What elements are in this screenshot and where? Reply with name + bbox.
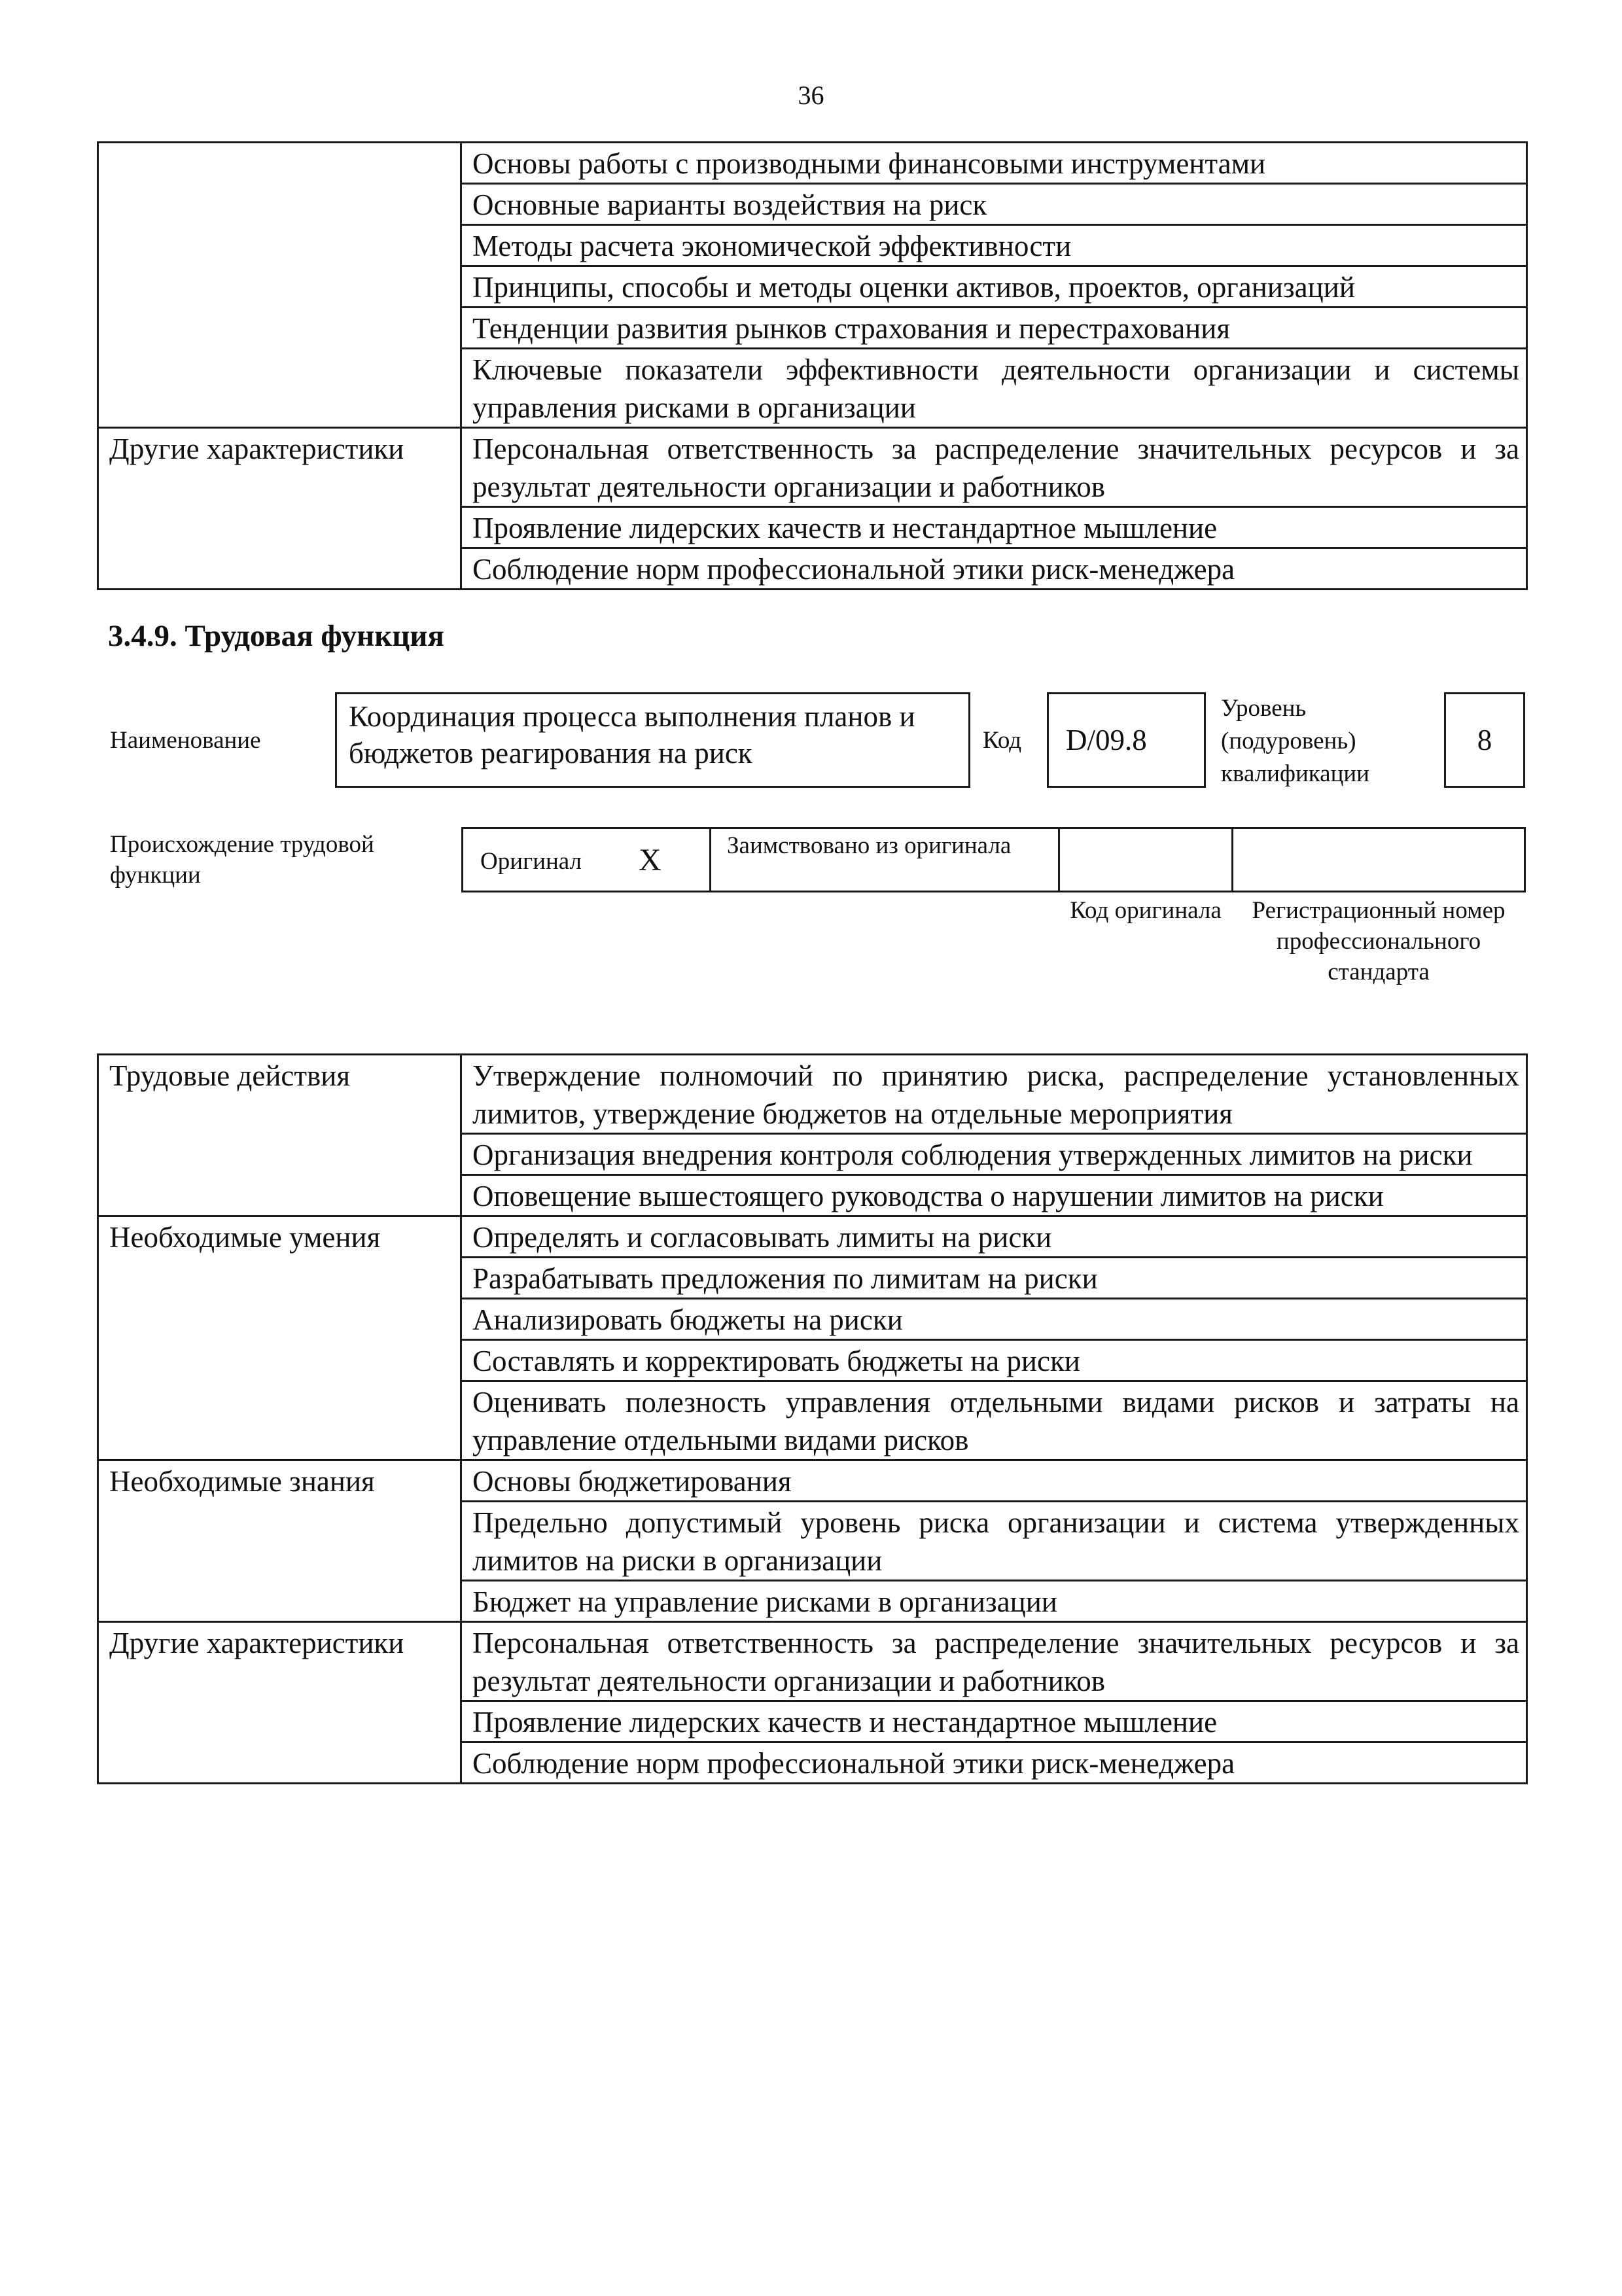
borrowed-box bbox=[709, 827, 1060, 892]
row-label: Другие характеристики bbox=[98, 1622, 461, 1784]
code-label: Код bbox=[983, 727, 1022, 754]
name-value: Координация процесса выполнения планов и бюджетов реагирования на риск bbox=[349, 700, 915, 769]
registration-number-box bbox=[1231, 827, 1526, 892]
table-cell: Организация внедрения контроля соблюдения утвержденных лимитов на риски bbox=[461, 1134, 1527, 1175]
table-cell: Предельно допустимый уровень риска организации и система утвержденных лимитов на риски в организации bbox=[461, 1502, 1527, 1581]
name-value-box bbox=[335, 692, 970, 788]
table-cell: Проявление лидерских качеств и нестандартное мышление bbox=[461, 1701, 1527, 1742]
table-cell: Тенденции развития рынков страхования и перестрахования bbox=[461, 308, 1527, 349]
table-cell: Проявление лидерских качеств и нестандартное мышление bbox=[461, 507, 1527, 548]
registration-caption: Регистрационный номер профессионального стандарта bbox=[1252, 897, 1506, 985]
level-value-box bbox=[1444, 692, 1525, 788]
table-cell: Основы бюджетирования bbox=[461, 1460, 1527, 1502]
continuation-table bbox=[97, 141, 1528, 590]
table-cell: Основы работы с производными финансовыми инструментами bbox=[461, 143, 1527, 184]
row-label: Необходимые знания bbox=[98, 1460, 461, 1622]
table-cell: Основные варианты воздействия на риск bbox=[461, 184, 1527, 225]
original-code-box bbox=[1058, 827, 1233, 892]
level-label: Уровень (подуровень) квалификации bbox=[1221, 695, 1369, 787]
table-row bbox=[98, 1216, 1527, 1258]
table-row bbox=[98, 428, 1527, 507]
code-caption: Код оригинала bbox=[1070, 897, 1222, 924]
table-cell: Соблюдение норм профессиональной этики риск-менеджера bbox=[461, 548, 1527, 590]
table-cell: Утверждение полномочий по принятию риска, распределение установленных лимитов, утверждение бюджетов на отдельные мероприятия bbox=[461, 1055, 1527, 1134]
level-value: 8 bbox=[1477, 724, 1492, 756]
original-label: Оригинал bbox=[480, 848, 582, 875]
table-cell: Принципы, способы и методы оценки активов, проектов, организаций bbox=[461, 266, 1527, 308]
table-cell: Бюджет на управление рисками в организации bbox=[461, 1581, 1527, 1622]
table-row bbox=[98, 143, 1527, 184]
row-label: Другие характеристики bbox=[98, 428, 461, 590]
table-cell: Персональная ответственность за распределение значительных ресурсов и за результат деятельности организации и работников bbox=[461, 1622, 1527, 1701]
table-cell: Анализировать бюджеты на риски bbox=[461, 1299, 1527, 1340]
empty-label-cell bbox=[98, 143, 461, 428]
table-cell: Разрабатывать предложения по лимитам на риски bbox=[461, 1258, 1527, 1299]
section-title: 3.4.9. Трудовая функция bbox=[108, 619, 444, 653]
table-row bbox=[98, 1055, 1527, 1134]
table-cell: Оценивать полезность управления отдельными видами рисков и затраты на управление отдельными видами рисков bbox=[461, 1381, 1527, 1460]
table-cell: Ключевые показатели эффективности деятельности организации и системы управления рисками в организации bbox=[461, 349, 1527, 428]
table-cell: Персональная ответственность за распределение значительных ресурсов и за результат деятельности организации и работников bbox=[461, 428, 1527, 507]
table-row bbox=[98, 1460, 1527, 1502]
origin-label: Происхождение трудовой функции bbox=[110, 831, 374, 889]
row-label: Необходимые умения bbox=[98, 1216, 461, 1460]
labor-function-table bbox=[97, 1053, 1528, 1784]
table-cell: Составлять и корректировать бюджеты на риски bbox=[461, 1340, 1527, 1381]
original-box bbox=[461, 827, 711, 892]
borrowed-label: Заимствовано из оригинала bbox=[727, 832, 1012, 859]
page-number: 36 bbox=[798, 80, 824, 110]
original-mark: X bbox=[639, 843, 661, 877]
table-cell: Методы расчета экономической эффективности bbox=[461, 225, 1527, 266]
table-cell: Определять и согласовывать лимиты на риски bbox=[461, 1216, 1527, 1258]
table-cell: Соблюдение норм профессиональной этики риск-менеджера bbox=[461, 1742, 1527, 1784]
code-value: D/09.8 bbox=[1066, 724, 1147, 756]
table-row bbox=[98, 1622, 1527, 1701]
table-cell: Оповещение вышестоящего руководства о нарушении лимитов на риски bbox=[461, 1175, 1527, 1216]
code-value-box bbox=[1047, 692, 1206, 788]
name-label: Наименование bbox=[110, 727, 261, 754]
row-label: Трудовые действия bbox=[98, 1055, 461, 1216]
